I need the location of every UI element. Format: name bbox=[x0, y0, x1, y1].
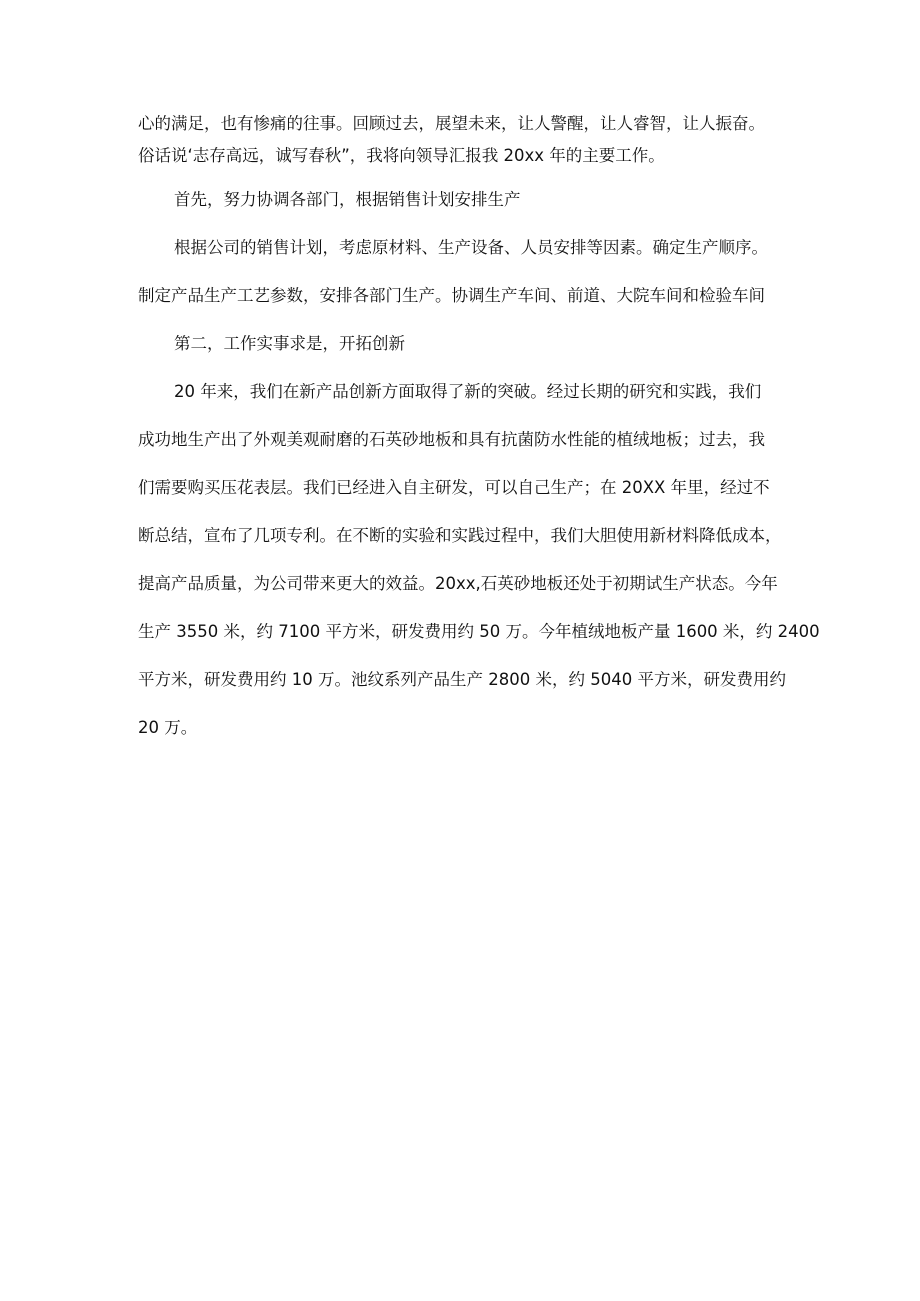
paragraph-line: 断总结，宣布了几项专利。在不断的实验和实践过程中，我们大胆使用新材料降低成本， bbox=[138, 526, 782, 545]
paragraph-line: 成功地生产出了外观美观耐磨的石英砂地板和具有抗菌防水性能的植绒地板；过去，我 bbox=[138, 430, 765, 449]
paragraph-line: 根据公司的销售计划，考虑原材料、生产设备、人员安排等因素。确定生产顺序。 bbox=[174, 238, 768, 257]
paragraph-line: 心的满足，也有惨痛的往事。回顾过去，展望未来，让人警醒，让人睿智，让人振奋。 bbox=[138, 114, 765, 133]
paragraph-line: 生产 3550 米，约 7100 平方米，研发费用约 50 万。今年植绒地板产量 1600 米，约 2400 bbox=[138, 622, 820, 641]
paragraph-line: 平方米，研发费用约 10 万。池纹系列产品生产 2800 米，约 5040 平方米，研发费用约 bbox=[138, 670, 786, 689]
paragraph-line: 们需要购买压花表层。我们已经进入自主研发，可以自己生产；在 20XX 年里，经过不 bbox=[138, 478, 770, 497]
paragraph-line: 俗话说‘志存高远，诚写春秋”，我将向领导汇报我 20xx 年的主要工作。 bbox=[138, 146, 665, 165]
paragraph-line: 提高产品质量，为公司带来更大的效益。20xx,石英砂地板还处于初期试生产状态。今年 bbox=[138, 574, 778, 593]
paragraph-line: 20 年来，我们在新产品创新方面取得了新的突破。经过长期的研究和实践，我们 bbox=[174, 382, 762, 401]
section-heading-first: 首先，努力协调各部门，根据销售计划安排生产 bbox=[174, 190, 521, 209]
section-heading-second: 第二，工作实事求是，开拓创新 bbox=[174, 334, 405, 353]
paragraph-line: 制定产品生产工艺参数，安排各部门生产。协调生产车间、前道、大院车间和检验车间 bbox=[138, 286, 765, 305]
paragraph-line: 20 万。 bbox=[138, 718, 198, 737]
